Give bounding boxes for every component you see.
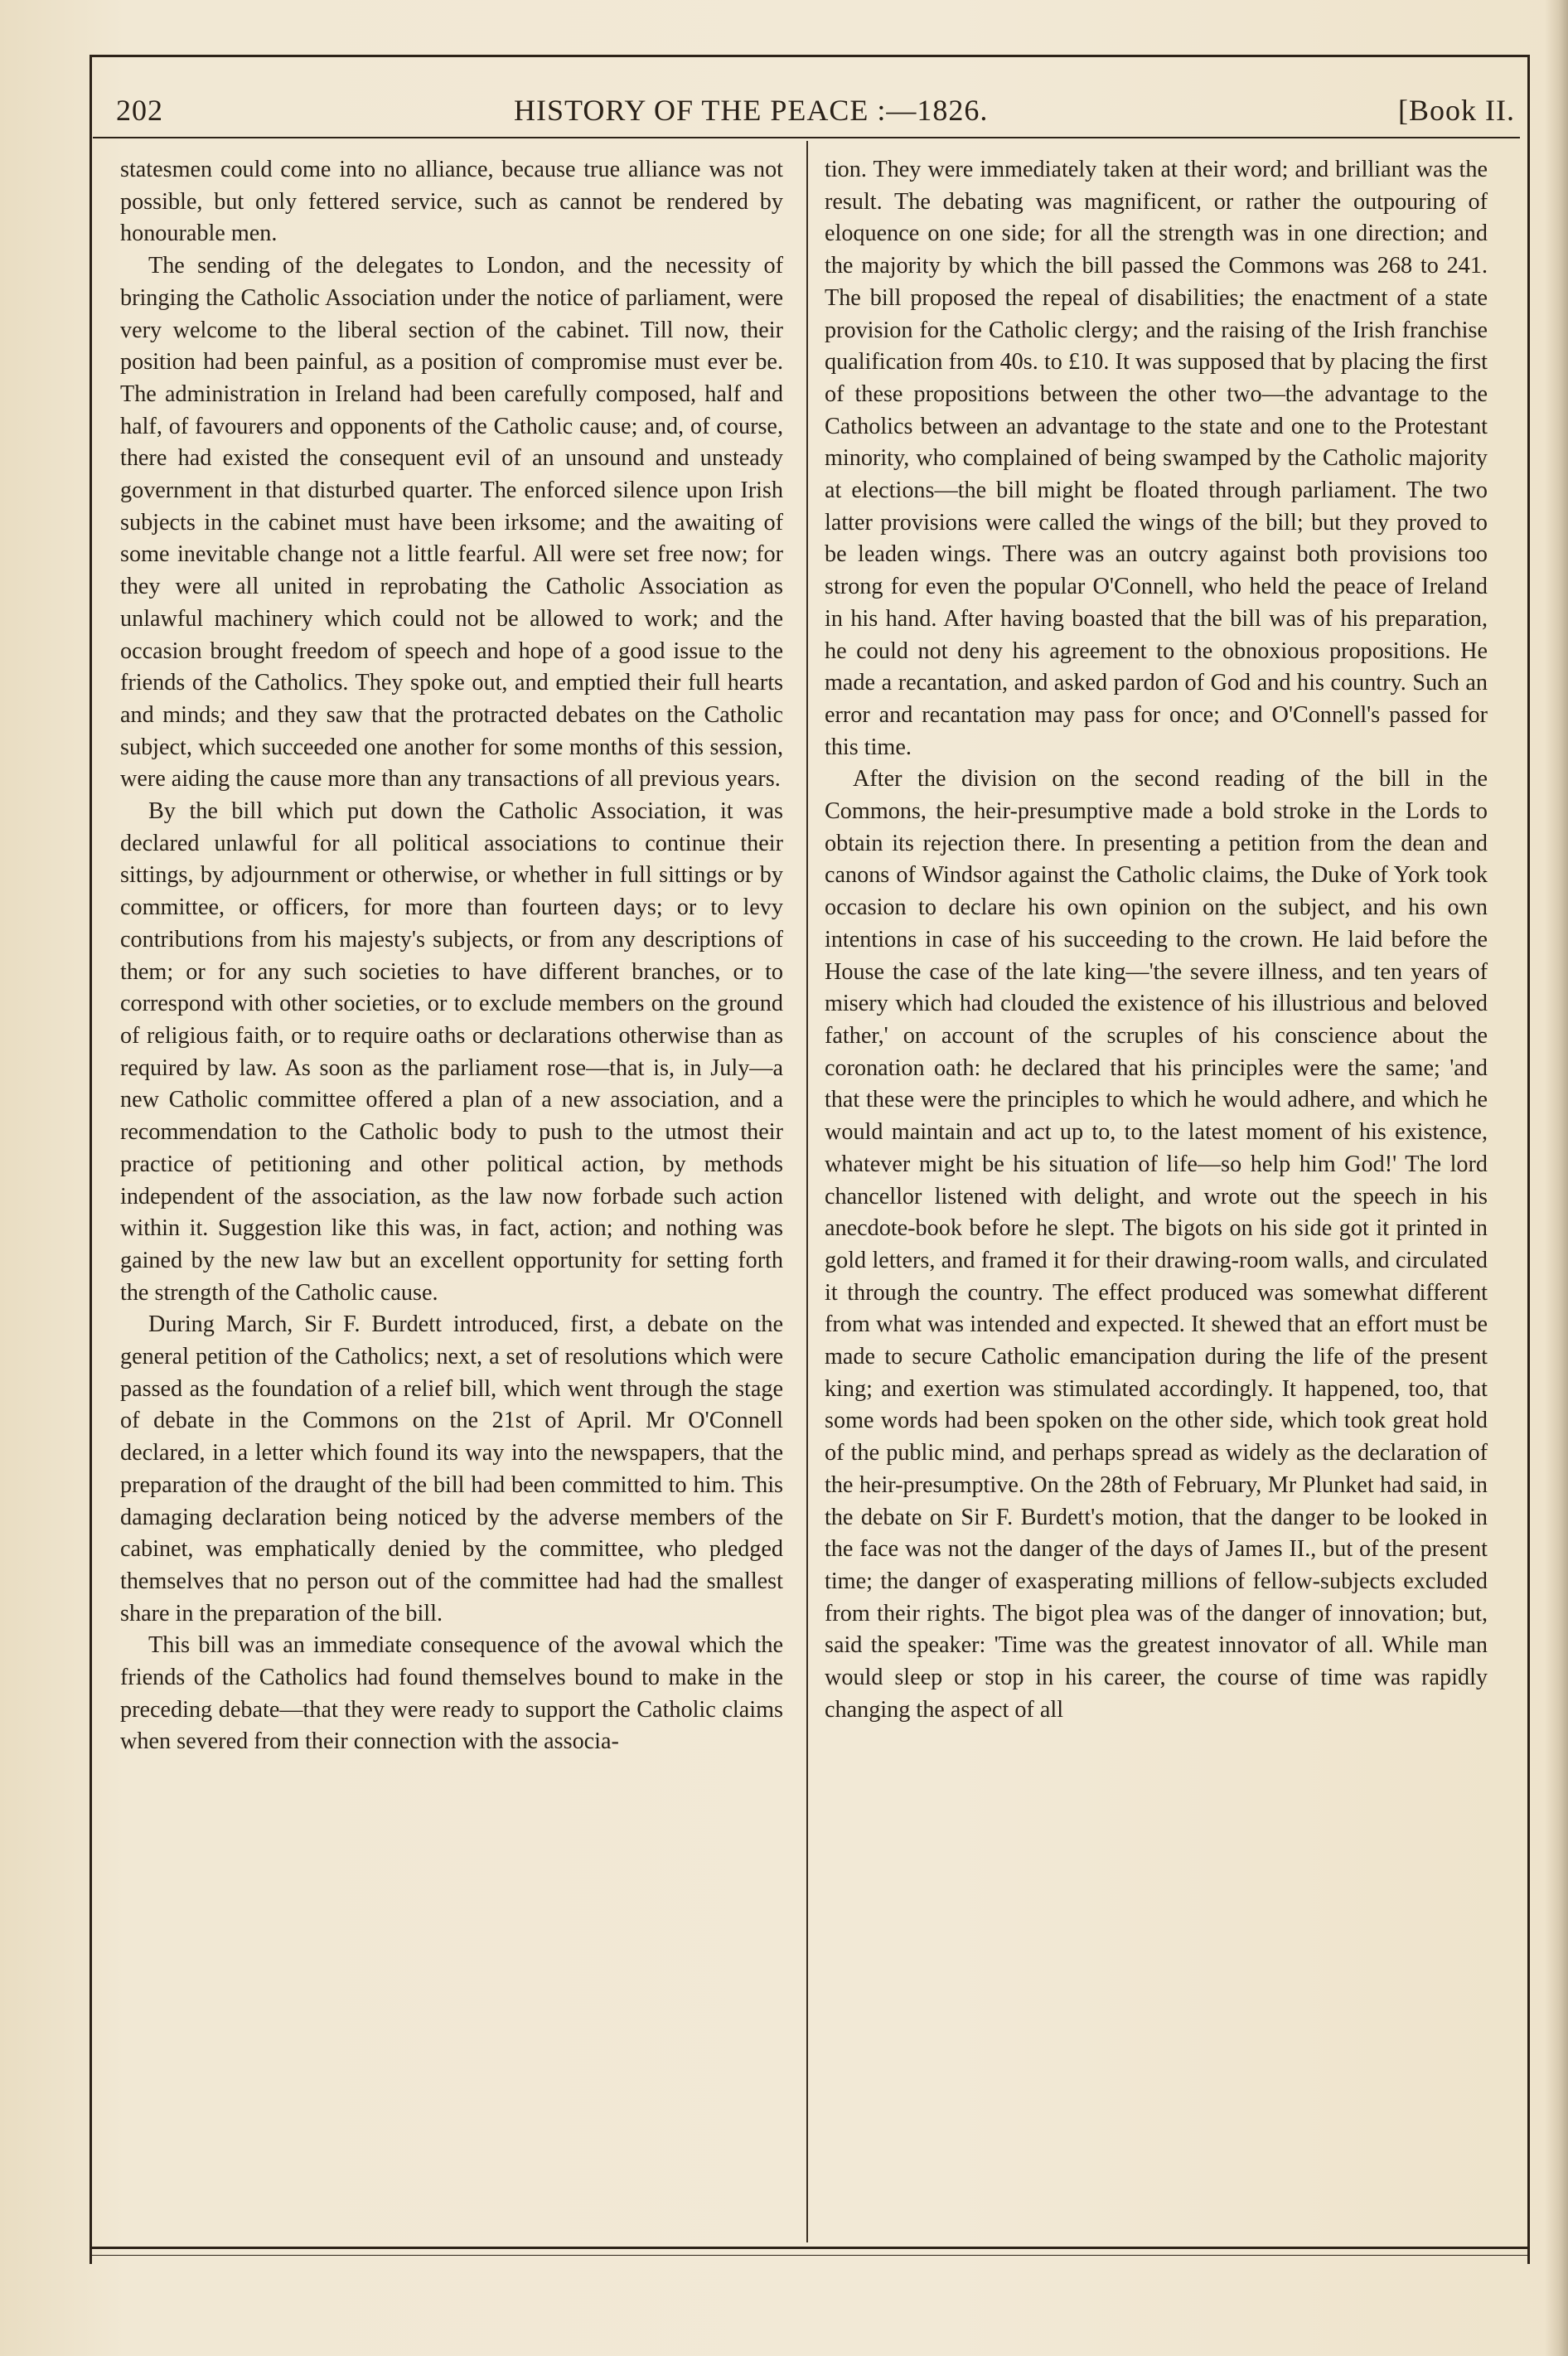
paragraph: statesmen could come into no alliance, because true alliance was not possible, but only fettered service, such as cannot be rendered by honourable men. (120, 157, 783, 247)
running-title: HISTORY OF THE PEACE :—1826. (514, 94, 989, 127)
paragraph: By the bill which put down the Catholic Association, it was declared unlawful for all political associations to continue their sittings, by adjournment or otherwise, or whether in full sittings or by committee, or officers, for more than fourteen days; or to levy contributions from his majesty's subjects, or from any descriptions of them; or for any such societies to have different branches, or to correspond with other societies, or to exclude members on the ground of religious faith, or to require oaths or declarations otherwise than as required by law. As soon as the parliament rose—that is, in July—a new Catholic committee offered a plan of a new association, and a recommendation to the Catholic body to push to the utmost their practice of petitioning and other political action, by methods independent of the association, as the law now forbade such action within it. Suggestion like this was, in fact, action; and nothing was gained by the new law but an excellent opportunity for setting forth the strength of the Catholic cause. (120, 798, 783, 1306)
page-edge-shadow (1545, 0, 1568, 2356)
paragraph: The sending of the delegates to London, and the necessity of bringing the Catholic Association under the notice of parliament, were very welcome to the liberal section of the cabinet. Till now, their position had been painful, as a position of compromise must ever be. The administration in Ireland had been carefully composed, half and half, of favourers and opponents of the Catholic cause; and, of course, there had existed the consequent evil of an unsound and unsteady government in that disturbed quarter. The enforced silence upon Irish subjects in the cabinet must have been irksome; and the awaiting of some inevitable change not a little fearful. All were set free now; for they were all united in reprobating the Catholic Association as unlawful machinery which could not be allowed to work; and the occasion brought freedom of speech and hope of a good issue to the friends of the Catholics. They spoke out, and emptied their full hearts and minds; and they saw that the protracted debates on the Catholic subject, which succeeded one another for some months of this session, were aiding the cause more than any transactions of all previous years. (120, 253, 783, 793)
paragraph: tion. They were immediately taken at their word; and brilliant was the result. The debating was magnificent, or rather the outpouring of eloquence on one side; for all the strength was in one direction; and the majority by which the bill passed the Commons was 268 to 241. The bill proposed the repeal of disabilities; the enactment of a state provision for the Catholic clergy; and the raising of the Irish franchise qualification from 40s. to £10. It was supposed that by placing the first of these propositions between the other two—the advantage to the Catholics between an advantage to the state and one to the Protestant minority, who complained of being swamped by the Catholic majority at elections—the bill might be floated through parliament. The two latter provisions were called the wings of the bill; but they proved to be leaden wings. There was an outcry against both provisions too strong for even the popular O'Connell, who held the peace of Ireland in his hand. After having boasted that the bill was of his preparation, he could not deny his agreement to the obnoxious propositions. He made a recantation, and asked pardon of God and his country. Such an error and recantation may pass for once; and O'Connell's passed for this time. (825, 157, 1488, 760)
paragraph: After the division on the second reading of the bill in the Commons, the heir-presumptive made a bold stroke in the Lords to obtain its rejection there. In presenting a petition from the dean and canons of Windsor against the Catholic claims, the Duke of York took occasion to declare his own opinion on the subject, and his own intentions in case of his succeeding to the crown. He laid before the House the case of the late king—'the severe illness, and ten years of misery which had clouded the existence of his illustrious and beloved father,' on account of the scruples of his conscience about the coronation oath: he declared that his principles were the same; 'and that these were the principles to which he would adhere, and which he would maintain and act up to, to the latest moment of his existence, whatever might be his situation of life—so help him God!' The lord chancellor listened with delight, and wrote out the speech in his anecdote-book before he slept. The bigots on his side got it printed in gold letters, and framed it for their drawing-room walls, and circulated it through the country. The effect produced was somewhat different from what was intended and expected. It shewed that an effort must be made to secure Catholic emancipation during the life of the present king; and exertion was stimulated accordingly. It happened, too, that some words had been spoken on the other side, which took great hold of the public mind, and perhaps spread as widely as the declaration of the heir-presumptive. On the 28th of February, Mr Plunket had said, in the debate on Sir F. Burdett's motion, that the danger to be looked in the face was not the danger of the days of James II., but of the present time; the danger of exasperating millions of fellow-subjects excluded from their rights. The bigot plea was of the danger of innovation; but, said the speaker: 'Time was the greatest innovator of all. While man would sleep or stop in his career, the course of time was rapidly changing the aspect of all (825, 766, 1488, 1723)
header-rule (93, 137, 1520, 138)
right-column (825, 154, 1488, 1726)
book-reference: [Book II. (1398, 94, 1515, 127)
column-divider (806, 141, 808, 2242)
paragraph: This bill was an immediate consequence of the avowal which the friends of the Catholics had found themselves bound to make in the preceding debate—that they were ready to support the Catholic claims when severed from their connection with the associa- (120, 1632, 783, 1755)
page-number: 202 (116, 94, 163, 127)
paragraph: During March, Sir F. Burdett introduced, first, a debate on the general petition of the Catholics; next, a set of resolutions which were passed as the foundation of a relief bill, which went through the stage of debate in the Commons on the 21st of April. Mr O'Connell declared, in a letter which found its way into the newspapers, that the preparation of the draught of the bill had been committed to him. This damaging declaration being noticed by the adverse members of the cabinet, was emphatically denied by the committee, who pledged themselves that no person out of the committee had had the smallest share in the preparation of the bill. (120, 1311, 783, 1626)
running-header (116, 86, 1525, 133)
left-column (120, 154, 783, 1758)
bottom-rule (90, 2247, 1530, 2256)
